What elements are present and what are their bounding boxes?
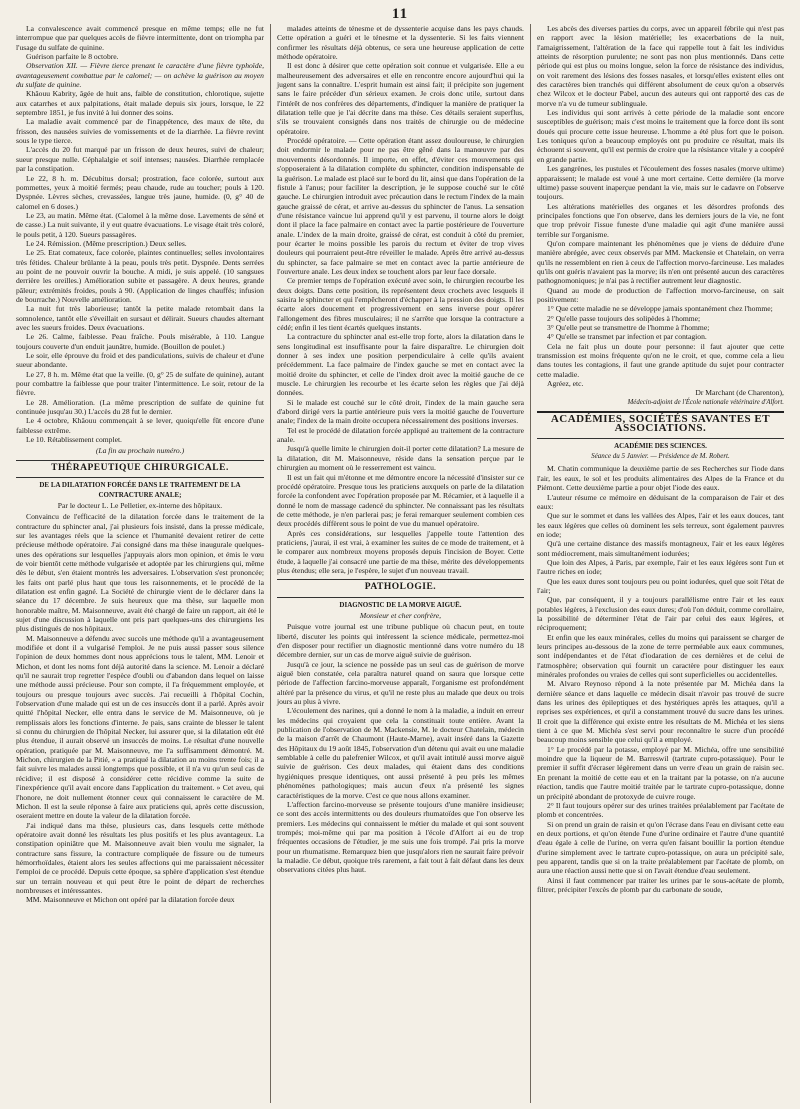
- continued-note: (La fin au prochain numéro.): [95, 446, 185, 456]
- signature-author: Dr Marchant (de Charenton),: [695, 388, 784, 398]
- paragraph: Les individus qui sont arrivés à cette période de la maladie sont encore susceptibles de guérison; mais c'est moins le traitement que la force dont ils sont doués qui procure cette issue heureuse. L'homme a été plus fort que le poison. Les toniques qu'on a beaucoup employés ont pu produire ce résultat, mais ils échouent si souvent, qu'il est permis de croire que la résistance vitale y a coopéré en grande partie.: [536, 108, 784, 164]
- paragraph: Cela ne fait plus un doute pour personne: il faut ajouter que cette transmission est moins fréquente qu'on ne le croit, et que, comme cela a lieu dans toutes les contagions, il faut une grande aptitude du sujet pour contracter cette maladie.: [536, 341, 784, 379]
- paragraph: 2° Il faut toujours opérer sur des urines traitées préalablement par l'acétate de plomb et concentrées.: [536, 800, 784, 820]
- list-item: 4° Qu'elle se transmet par infection et par contagion.: [546, 332, 707, 342]
- paragraph: Les abcès des diverses parties du corps, avec un appareil fébrile qui n'est pas en rapport avec la lésion matérielle; les exacerbations de la nuit, l'amaigrissement, l'altération de la face qui rappelle tout à fait les individus atteints de résorption purulente; ne sont pas non plus mentionnés. Dans cette période qui est plus ou moins longue, selon la force de résistance des individus, on voit rarement des lésions des fosses nasales, et lorsqu'elles existent elles ont des caractères bien tranchés qui différent absolument de ceux qu'on a observés chez Wilcox et le docteur Pabel, aucun des auteurs qui ont rapporté des cas de morve n'a vu de tumeur sublinguale.: [536, 24, 784, 108]
- article-byline: Par le docteur L. Le Pelletier, ex-interne des hôpitaux.: [57, 500, 223, 510]
- paragraph: Procédé opératoire. — Cette opération étant assez douloureuse, le chirurgien doit endormir le malade pour ne pas être gêné dans la manœuvre par des mouvements désordonnés. Il importe, en effet, d'éviter ces mouvements qui s'opposeraient à la dilatation complète du sphincter, condition indispensable de la guérison. Le malade est placé sur le bord du lit, ainsi que dans l'opération de la fistule à l'anus; pour faciliter la description, je le suppose couché sur le côté gauche. Le chirurgien introduit avec précaution dans le rectum l'index de la main gauche graissé de cérat, et arrive au-dessus du sphincter de l'anus. La sensation d'une résistance vaincue lui apprend qu'il y est parvenu, il tourne alors le doigt dont il place la face palmaire en contact avec la partie postérieure de l'ouverture anale. L'index de la main droite, graissé de cérat, est conduit à côté du premier, pour écarter le moins possible les parois du rectum et éviter de trop vives douleurs qui pourraient peut-être réveiller le malade. Après être arrivé au-dessus du sphincter, sa face palmaire se met en contact avec la partie antérieure de l'ouverture anale. Les deux index se touchent alors par leur face dorsale.: [276, 136, 524, 276]
- column-1: [10, 24, 270, 1103]
- paragraph: Que sur le sommet et dans les vallées des Alpes, l'air et les eaux douces, tant les eaux légères que celles où dominent les sels terreux, sont également pauvres en iode;: [536, 511, 784, 539]
- paragraph: Les altérations matérielles des organes et les désordres profonds des principales fonctions que l'on observe, dans les derniers jours de la vie, ne font que trop prévoir l'issue funeste d'une maladie qui agit d'une manière aussi terrible sur l'organisme.: [536, 201, 784, 239]
- section-title: THÉRAPEUTIQUE CHIRURGICALE.: [51, 462, 229, 473]
- paragraph: Que loin des Alpes, à Paris, par exemple, l'air et les eaux légères sont l'un et l'autre riches en iode;: [536, 557, 784, 577]
- paragraph: L'auteur résume ce mémoire en déduisant de la comparaison de l'air et des eaux:: [536, 492, 784, 511]
- observation-heading: Observation XII. — Fièvre tierce prenant le caractère d'une fièvre typhoïde, avantageusement combattue par le calomel; — on achève la guérison au moyen du sulfate de quinine.: [16, 61, 264, 90]
- paragraph: L'accès du 20 fut marqué par un frisson de deux heures, suivi de chaleur; sueur presque nulle. Céphalalgie et soif intenses; nausées. Diarrhée remplacée par la constipation.: [16, 145, 264, 174]
- paragraph: MM. Maisonneuve et Michon ont opéré par la dilatation forcée deux: [26, 895, 235, 905]
- paragraph: La contracture du sphincter anal est-elle trop forte, alors la dilatation dans le sens longitudinal est insuffisante pour la faire disparaître. Le chirurgien doit donner à ses index une position perpendiculaire à celle qu'ils avaient précédemment. La face palmaire de l'index gauche se met en contact avec la moitié droite du sphincter, et celle de l'index droit avec la moitié gauche de ce muscle. Le chirurgien les recourbe et les écarte selon les règles que j'ai déjà données.: [276, 332, 524, 398]
- paragraph: 1° Le procédé par la potasse, employé par M. Michéa, offre une sensibilité moindre que la liqueur de M. Barreswil (tartrate cupro-potassique). Pour le premier il suffit d'écraser légèrement dans un verre d'eau un grain de raisin sec. En prenant la moitié de cette eau et en la traitant par la potasse, on n'a aucune réaction, tandis que l'autre moitié traitée par le tartrate cupro-potassique, donne un précipité abondant de protoxyde de cuivre rouge.: [536, 744, 784, 801]
- paragraph: Le soir, elle éprouve du froid et des pandiculations, suivis de chaleur et d'une sueur abondante.: [16, 351, 264, 370]
- paragraph: Si le malade est couché sur le côté droit, l'index de la main gauche sera d'abord dirigé vers la partie antérieure puis vers la moitié gauche de l'ouverture anale; l'index de la main droite occupera nécessairement des positions inverses.: [276, 397, 524, 426]
- list-item: 3° Qu'elle peut se transmettre de l'homme à l'homme;: [546, 323, 710, 332]
- session-meta: Séance du 5 Janvier. — Présidence de M. Robert.: [591, 452, 730, 461]
- paragraph: La nuit fut très laborieuse; tantôt la petite malade retombait dans la somnolence, tantôt elle s'éveillait en sursaut et délirait. Sueurs chaudes alternant avec les sueurs froides. Deux évacuations.: [16, 304, 264, 332]
- section-divider: [16, 460, 264, 461]
- paragraph: Si on prend un grain de raisin et qu'on l'écrase dans l'eau en divisant cette eau en deux portions, et qu'on étende l'une d'urine ordinaire et l'autre d'une quantité d'eau égale à celle de l'urine, on verra qu'en faisant bouillir la portion étendue d'urine simplement avec le tartrate cupro-potassique, on aura un précipité sale, peu apparent, tandis que si on la traite préalablement par l'acétate de plomb, on aura une réaction aussi nette que si on l'avait étendue d'eau seulement.: [536, 819, 784, 876]
- paragraph: M. Alvaro Reynoso répond à la note présentée par M. Michéa dans la dernière séance et dans laquelle ce médecin disait n'avoir pas trouvé de sucre dans les urines des épileptiques et des hystériques après les attaques, qu'il a reprises ses expériences, et qu'il a constamment trouvé du sucre dans les urines. Il croit que la différence qui existe entre les résultats de M. Michéa et les siens tient à ce que M. Michéa s'est servi pour reconnaître le sucre d'un procédé beaucoup moins sensible que celui qu'il a employé.: [536, 679, 784, 745]
- article-title: DIAGNOSTIC DE LA MORVE AIGUË.: [339, 600, 462, 609]
- paragraph: Le 10. Rétablissement complet.: [26, 435, 122, 445]
- paragraph: La convalescence avait commencé presque en même temps; elle ne fut interrompue que par quelques accès de fièvre intermittente, dont on triompha par l'usage du sulfate de quinine.: [16, 24, 264, 52]
- column-2: [270, 24, 530, 1103]
- paragraph: Quand au mode de production de l'affection morvo-farcineuse, on sait positivement:: [536, 285, 784, 304]
- section-divider: [16, 477, 264, 478]
- paragraph: Ainsi il faut commencer par traiter les urines par le sous-acétate de plomb, filtrer, précipiter l'excès de plomb par du carbonate de soude,: [536, 875, 784, 894]
- paragraph: Guérison parfaite le 8 octobre.: [26, 52, 119, 62]
- paragraph: Le 25. Etat comateux, face colorée, plaintes continuelles; selles involontaires très fétides. Chaleur brûlante à la peau, pouls très petit. Dyspnée. Dents serrées au point de ne pouvoir ouvrir la bouche. A midi, je suis appelé. (10 sangsues derrière les oreilles.) Amélioration subite et passagère. A deux heures, grande pâleur; extrémités froides, pouls à 90. (Application de linges chauffés; infusion de bourrache.) Nouvelle amélioration.: [16, 248, 264, 304]
- paragraph: Le 26. Calme, faiblesse. Peau fraîche. Pouls misérable, à 110. Langue toujours couverte d'un enduit jaunâtre, humide. (Bouillon de poulet.): [16, 332, 264, 351]
- signature-title: Médecin-adjoint de l'École nationale vétérinaire d'Alfort.: [627, 398, 784, 406]
- list-item: 1° Que cette maladie ne se développe jamais spontanément chez l'homme;: [546, 304, 773, 314]
- paragraph: Et enfin que les eaux minérales, celles du moins qui paraissent se charger de leurs principes au-dessous de la zone de terre perméable aux eaux communes, sont indépendantes et de l'état d'iodaration de ces dernières et de celui de l'atmosphère; observation qui fournit un caractère pour distinguer les eaux minérales profondes ou vraies de celles qui sont superficielles ou accidentelles.: [536, 632, 784, 680]
- paragraph: Le 23, au matin. Même état. (Calomel à la même dose. Lavements de séné et de casse.) La nuit suivante, il y eut quatre évacuations. Le visage était très coloré, le pouls petit, à 120. Sueurs passagères.: [16, 210, 264, 239]
- section-title: PATHOLOGIE.: [364, 582, 437, 593]
- paragraph: Le 4 octobre, Khâouu commençait à se lever, quoiqu'elle fût encore d'une faiblesse extrême.: [16, 416, 264, 435]
- list-item: 2° Qu'elle passe toujours des solipèdes à l'homme;: [546, 313, 701, 323]
- paragraph: M. Chatin communique la deuxième partie de ses Recherches sur l'iode dans l'air, les eaux, le sol et les produits alimentaires des Alpes de la France et du Piémont. Cette deuxième partie a pour objet l'iode des eaux.: [536, 464, 784, 493]
- paragraph: Khâouu Kabrity, âgée de huit ans, faible de constitution, chlorotique, sujette aux catarrhes et aux palpitations, était malade depuis six jours, lorsque, le 22 septembre 1851, je fus invité à lui donner des soins.: [16, 89, 264, 118]
- section-divider: [277, 597, 524, 598]
- paragraph: Il est donc à désirer que cette opération soit connue et vulgarisée. Elle a eu malheureusement des adversaires et elle en rencontre encore aujourd'hui qui la jugent sans la connaître. L'esprit humain est ainsi fait; il précipite son jugement sans le faire précéder d'un sérieux examen. Je crois donc utile, surtout dans l'intérêt de nos confrères des départements, d'indiquer la manière de pratiquer la dilatation telle que je l'ai décrite dans ma thèse. Ces détails seraient superflus, s'ils se trouvaient consignés dans nos traités de chirurgie ou de médecine opératoire.: [276, 61, 524, 136]
- page-number: 11: [391, 6, 409, 22]
- paragraph: Le 27, 8 h. m. Même état que la veille. (0, g° 25 de sulfate de quinine), autant pour combattre la faiblesse que pour traiter l'intermittence. Le soir, retour de la fièvre.: [16, 369, 264, 398]
- column-3: [530, 24, 790, 1103]
- paragraph: L'affection farcino-morveuse se présente toujours d'une manière insidieuse; ce sont des accès intermittents ou des douleurs rhumatoïdes que l'on observe les premiers. Les médecins qui connaissent le métier du malade et qui sont souvent trompés; moi-même qui par ma position à l'école d'Alfort ai eu de trop fréquentes occasions de l'étudier, je me suis une fois trompé. J'ai pris la morve pour un rhumatisme. Remarquez bien que jusqu'alors rien ne saurait faire prévoir la maladie. Ce début, quoique très rarement, a fait tout à fait défaut dans les deux observations citées plus haut.: [276, 799, 524, 875]
- section-divider: [537, 438, 784, 439]
- paragraph: Convaincu de l'efficacité de la dilatation forcée dans le traitement de la contracture du sphincter anal, j'ai plusieurs fois insisté, dans la presse médicale, sur les avantages réels que la science et l'humanité devaient retirer de cette précieuse méthode opératoire. J'ai consigné dans ma thèse inaugurale quelques-unes des opérations sur lesquelles j'appuyais alors mon opinion, et émis le vœu de voir bientôt cette méthode vulgarisée et adoptée par les chirurgiens qui, même dès le début, s'en étaient montrés les adversaires. L'observation s'est prononcée; les faits ont parlé plus haut que tous les raisonnements, et le procédé de la dilatation est enfin gagné. La Société de chirurgie vient de le déclarer dans la séance du 17 décembre. Je suis heureux que ma thèse, sur laquelle mon honorable maître, M. Maisonneuve, avait été chargé de faire un rapport, ait été le sujet d'une discussion à laquelle ont pris part quelques-uns des chirurgiens les plus distingués de nos hôpitaux.: [16, 512, 264, 634]
- paragraph: Jusqu'à ce jour, la science ne possède pas un seul cas de guérison de morve aiguë bien constatée, cela paraîtra naturel quand on saura que lorsque cette période de l'affection farcino-morveuse apparaît, l'organisme est profondément altéré par la présence du virus, et qu'il ne reste plus au malade que deux ou trois jours au plus à vivre.: [276, 659, 524, 707]
- paragraph: M. Maisonneuve a défendu avec succès une méthode qu'il a avantageusement modifiée et dont il a vulgarisé l'emploi. Je ne puis aussi passer sous silence l'opinion de deux hommes dont nous apprécions tous le talent, MM. Lenoir et Michon, et dont les noms font déjà autorité dans la science. M. Lenoir a déclaré qu'il ne saurait trop regretter l'espèce d'oubli ou d'abandon dans lequel on laisse une méthode aussi précieuse. Pour son compte, il l'a fréquemment employée, et toujours ou presque toujours avec succès. J'ai recueilli à l'hôpital Cochin, l'observation d'une malade qui est un de ces insuccès dont il a parlé. Après avoir quitté l'hôpital Necker, elle entra dans le service de M. Maisonneuve, où je remplissais alors les fonctions d'interne. Je pais, sans crainte de blesser le talent si connu du chirurgien de l'hôpital Necker, lui assurer que, si la dilatation eût été plus étendue, il aurait observé un insuccès de moins. Le résultat d'une nouvelle opération, pratiquée par M. Maisonneuve, me l'a suffisamment démontré. M. Michon, chirurgien de la Pitié, « a pratiqué la dilatation au moins trente fois; il a fait suivre les malades aussi longtemps que possible, et il n'a vu qu'un seul cas de récidive; il est disposé à considérer cette récidive comme la suite de l'inexpérience qu'il avait encore dans l'application du traitement. » Cet aveu, qui l'honore, ne doit nullement étonner ceux qui connaissent le caractère de M. Michon. Il est la seule réponse à faire aux praticiens qui, après cette discussion, oseraient mettre en doute la valeur de la dilatation forcée.: [16, 633, 264, 821]
- paragraph: Ce premier temps de l'opération exécuté avec soin, le chirurgien recourbe les deux doigts. Dans cette position, ils représentent deux crochets avec lesquels il saisira le sphincter et qui l'empêcheront d'échapper à la pression des doigts. Il les écarte alors doucement et progressivement en sens inverse pour opérer l'allongement des fibres musculaires; il ne s'arrête que lorsque la contracture a cédé; enfin il les tient écartés quelques instants.: [276, 276, 524, 332]
- paragraph: Après ces considérations, sur lesquelles j'appelle toute l'attention des praticiens, j'aurai, il est vrai, à examiner les suites de ce mode de traitement, et à le comparer aux nombreux moyens proposés depuis l'incision de Boyer. Cette étude, à laquelle j'ai consacré une partie de ma thèse, mérite des développements plus étendus; elle sera, je l'espère, le sujet d'un nouveau travail.: [276, 528, 524, 575]
- letter-salutation: Monsieur et cher confrère,: [359, 610, 442, 620]
- paragraph: La maladie avait commencé par de l'inappétence, des maux de tête, du frisson, des nausées suivies de vomissements et de la diarrhée. La fièvre revint sous le type tierce.: [16, 117, 264, 146]
- article-title: ACADÉMIE DES SCIENCES.: [614, 441, 707, 450]
- section-title: ACADÉMIES, SOCIÉTÉS SAVANTES ET ASSOCIATIONS.: [550, 413, 771, 435]
- paragraph: Tel est le procédé de dilatation forcée appliqué au traitement de la contracture anale.: [276, 425, 524, 445]
- article-title: DE LA DILATATION FORCÉE DANS LE TRAITEMENT DE LA CONTRACTURE ANALE;: [39, 481, 241, 499]
- paragraph: Qu'à une certaine distance des massifs montagneux, l'air et les eaux légères sont médiocrement, mais simultanément iodurées;: [536, 539, 784, 558]
- paragraph: Le 24. Rémission. (Même prescription.) Deux selles.: [26, 238, 187, 248]
- paragraph: Le 28. Amélioration. (La même prescription de sulfate de quinine fut continuée jusqu'au 30.) L'accès du 28 fut le dernier.: [16, 397, 264, 417]
- columns: [10, 24, 790, 1103]
- paragraph: Que les eaux dures sont toujours peu ou point iodurées, quel que soit l'état de l'air;: [536, 576, 784, 595]
- paragraph: L'écoulement des narines, qui a donné le nom à la maladie, a induit en erreur les médecins qui croyaient que cela la constituait toute entière. Avant la publication de l'observation de M. Mackensie, M. le docteur Chatelain, médecin de la maison d'arrêt de Chaumont (Haute-Marne), avait inséré dans la Gazette des Hôpitaux du 19 août 1845, l'observation d'un détenu qui avait eu une maladie semblable à celle du palefrenier Wilcox, et qu'il avait intitulé aussi morve aiguë suivie de guérison. Ces deux malades, qui étaient dans des conditions hygiéniques presque identiques, ont aussi présenté à peu près les mêmes phénomènes pathologiques; mais aucun d'eux n'a présenté les signes caractéristiques de la morve. C'est ce que nous allons examiner.: [276, 706, 524, 800]
- paragraph: Le 22, 8 h. m. Décubitus dorsal; prostration, face colorée, surtout aux pommettes, yeux à moitié fermés; peau chaude, rude au toucher; pouls à 120. Dyspnée. Lèvres sèches, crevassées, langue très jaune, humide. (0, g° 40 de calomel en 6 doses.): [16, 173, 264, 211]
- paragraph: J'ai indiqué dans ma thèse, plusieurs cas, dans lesquels cette méthode opératoire avait donné les résultats les plus positifs et les plus avantageux. La constipation opiniâtre que M. Maisonneuve avait bien voulu me signaler, la contracture sans fissure, la contracture compliquée de fissure ou de tumeurs hémorrhoïdales, étaient alors les seules affections qui me paraissaient nécessiter l'emploi de ce procédé. Depuis cette époque, sa sphère d'application s'est étendue sur un terrain nouveau et qui peut être le point de départ de recherches nombreuses et intéressantes.: [16, 820, 264, 895]
- paragraph: Puisque votre journal est une tribune publique où chacun peut, en toute liberté, discuter les points qui intéressent la science médicale, permettez-moi d'en disposer pour rectifier un diagnostic mentionné dans votre numéro du 18 décembre dernier, sur un cas de morve aiguë suivie de guérison.: [276, 622, 524, 660]
- paragraph: Jusqu'à quelle limite le chirurgien doit-il porter cette dilatation? La mesure de la dilatation, dit M. Maisonneuve, réside dans la sensation perçue par le chirurgien au moment où le resserrement est vaincu.: [276, 444, 524, 473]
- section-divider: [277, 579, 524, 580]
- paragraph: Qu'on compare maintenant les phénomènes que je viens de déduire d'une manière abrégée, avec ceux observés par MM. Mackensie et Chatelain, on verra qu'ils ne ressemblent en rien à ceux de l'affection morvo-farcineuse. Les malades qu'ils ont guéris n'avaient pas la morve; ils n'en ont présenté aucun des caractères pathognomoniques; je n'ai pas à rectifier autrement leur diagnostic.: [536, 238, 784, 286]
- closing: Agréez, etc.: [546, 379, 584, 389]
- paragraph: malades atteints de ténesme et de dyssenterie acquise dans les pays chauds. Cette opération a guéri et le ténesme et la dyssenterie. Si les faits viennent confirmer les résultats déjà obtenus, ce sera une heureuse application de cette méthode opératoire.: [276, 24, 524, 62]
- paragraph: Que, par conséquent, il y a toujours parallélisme entre l'air et les eaux potables légères, à l'exclusion des eaux dures; d'où l'on déduit, comme corollaire, la possibilité de déterminer l'état de l'air par celui des eaux légères, et réciproquement;: [536, 595, 784, 633]
- paragraph: Il est un fait qui m'étonne et me démontre encore la nécessité d'insister sur ce procédé opératoire. Presque tous les praticiens auxquels on parle de la dilatation forcée la confondent avec l'opération proposée par M. Récamier, et à laquelle il a donné le nom de massage cadencé du sphincter. Ne connaissant pas les résultats de cette méthode, je n'en parlerai pas; je ferai remarquer seulement combien ces deux procédés diffèrent sous le point de vue du manuel opératoire.: [276, 472, 524, 529]
- paragraph: Les gangrènes, les pustules et l'écoulement des fosses nasales (morve ultime) apparaissent; le malade est voué à une mort certaine. Cette dernière (la morve ultime) passe souvent inaperçue pendant la vie, mais sur le cadavre on l'observe toujours.: [536, 164, 784, 202]
